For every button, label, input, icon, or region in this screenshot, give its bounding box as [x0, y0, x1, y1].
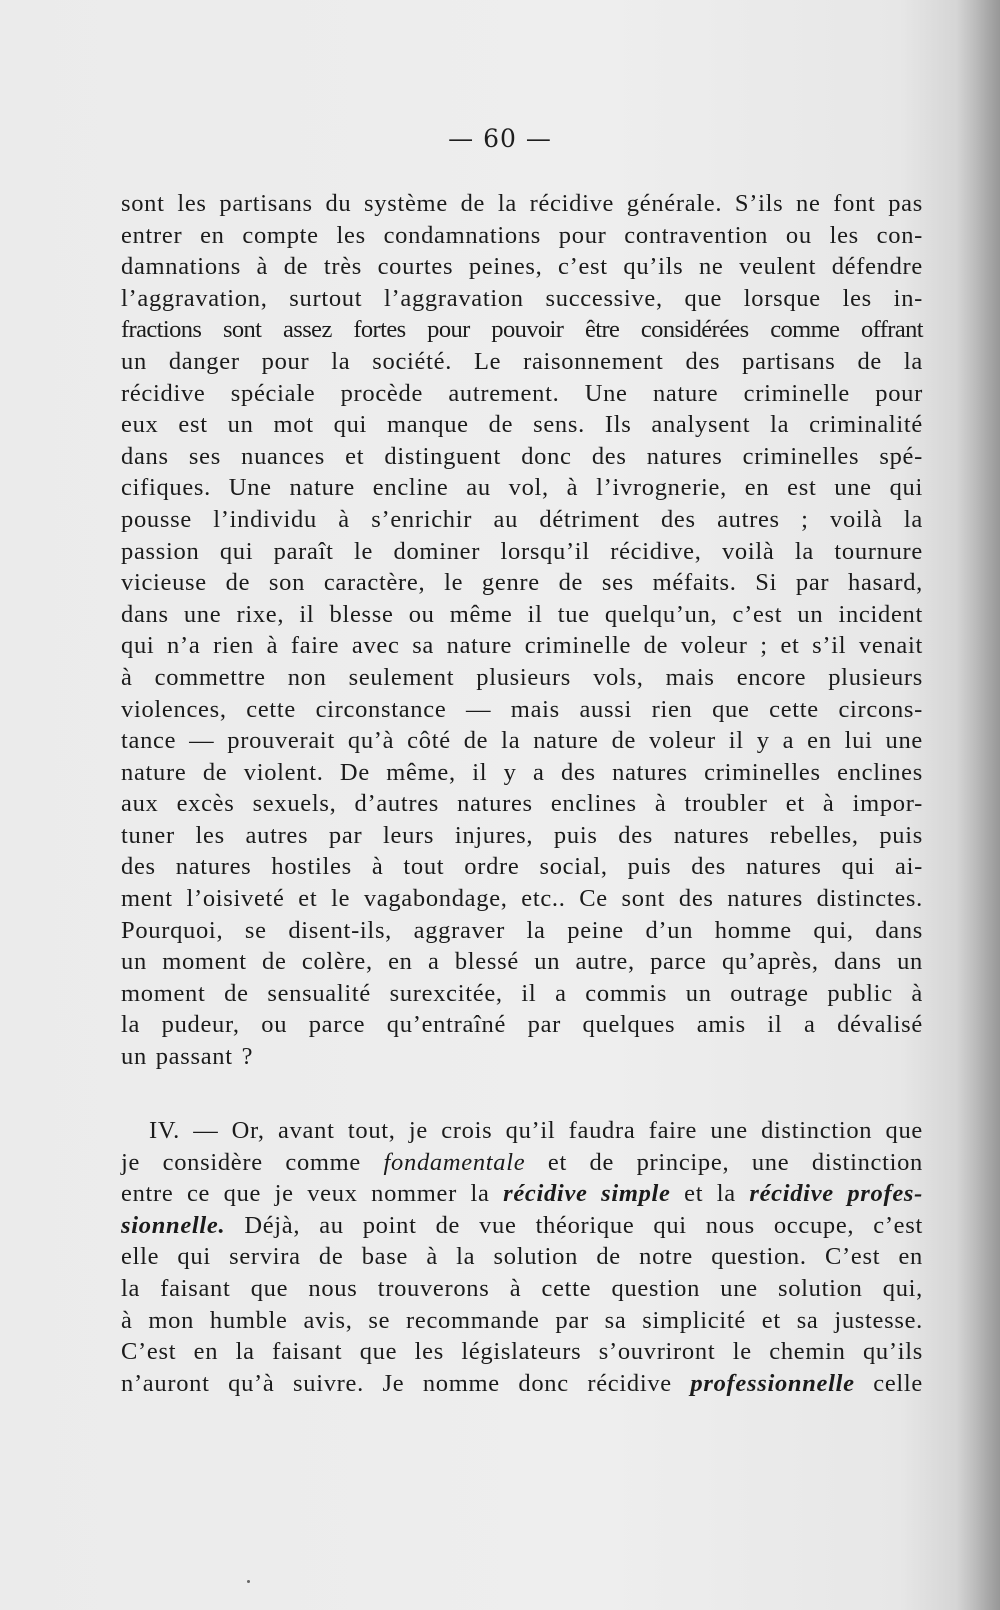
text-line: C’est en la faisant que les législateurs s’ouvriront le chemin qu’ils [121, 1338, 923, 1366]
text-line: Pourquoi, se disent-ils, aggraver la peine d’un homme qui, dans [121, 916, 923, 944]
text-line: entrer en compte les condamnations pour contravention ou les con- [121, 221, 923, 249]
text-line: la pudeur, ou parce qu’entraîné par quelques amis il a dévalisé [121, 1011, 923, 1039]
text-line: un passant ? [121, 1043, 254, 1071]
italic-term: récidive profes- [749, 1180, 924, 1208]
text-segment: celle [854, 1369, 924, 1397]
page-gutter-shadow [956, 0, 1000, 1610]
text-line: eux est un mot qui manque de sens. Ils analysent la criminalité [121, 411, 923, 439]
text-line: à mon humble avis, se recommande par sa simplicité et sa justesse. [121, 1306, 923, 1334]
text-line: sont les partisans du système de la récidive générale. S’ils ne font pas [121, 190, 923, 217]
text-line: aux excès sexuels, d’autres natures enclines à troubler et à impor- [121, 790, 923, 818]
text-line: dans une rixe, il blesse ou même il tue quelqu’un, c’est un incident [121, 600, 923, 628]
text-line: un danger pour la société. Le raisonnement des partisans de la [121, 347, 923, 375]
text-line [121, 1210, 923, 1242]
text-line: dans ses nuances et distinguent donc des natures criminelles spé- [121, 442, 923, 470]
text-segment: je considère comme [121, 1148, 384, 1176]
text-line: tuner les autres par leurs injures, puis des natures rebelles, puis [121, 821, 923, 849]
text-line: nature de violent. De même, il y a des natures criminelles enclines [121, 758, 923, 786]
text-line: ment l’oisiveté et le vagabondage, etc.. Ce sont des natures distinctes. [121, 885, 923, 913]
text-segment: n’auront qu’à suivre. Je nomme donc récidive [121, 1369, 691, 1397]
text-line: récidive spéciale procède autrement. Une nature criminelle pour [121, 379, 923, 407]
text-line: des natures hostiles à tout ordre social, puis des natures qui ai- [121, 853, 923, 881]
text-line: fractions sont assez fortes pour pouvoir être considérées comme offrant [121, 316, 923, 344]
text-line [121, 1147, 923, 1179]
text-line: qui n’a rien à faire avec sa nature criminelle de voleur ; et s’il venait [121, 632, 923, 660]
text-segment: et la [670, 1180, 750, 1208]
ink-speck [247, 1580, 250, 1583]
text-line: la faisant que nous trouverons à cette question une solution qui, [121, 1274, 923, 1302]
text-line: l’aggravation, surtout l’aggravation successive, que lorsque les in- [121, 284, 923, 312]
text-line: moment de sensualité surexcitée, il a commis un outrage public à [121, 979, 923, 1007]
paragraph-2 [121, 1115, 923, 1399]
text-line: violences, cette circonstance — mais aussi rien que cette circons- [121, 695, 923, 723]
italic-term: professionnelle [690, 1369, 855, 1397]
text-line: elle qui servira de base à la solution de notre question. C’est en [121, 1243, 923, 1271]
text-segment: Déjà, au point de vue théorique qui nous occupe, c’est [225, 1211, 923, 1239]
page-number: — 60 — [448, 124, 552, 153]
italic-term: fondamentale [383, 1148, 526, 1176]
text-line: vicieuse de son caractère, le genre de ses méfaits. Si par hasard, [121, 569, 923, 597]
text-segment: et de principe, une distinction [525, 1148, 924, 1176]
paragraph-1 [121, 188, 923, 1073]
text-line: IV. — Or, avant tout, je crois qu’il faudra faire une distinction que [149, 1117, 923, 1144]
italic-term: sionnelle. [121, 1211, 226, 1239]
text-line: cifiques. Une nature encline au vol, à l’ivrognerie, en est une qui [121, 474, 923, 502]
text-line: passion qui paraît le dominer lorsqu’il récidive, voilà la tournure [121, 537, 923, 565]
text-line [121, 1368, 923, 1400]
text-line: à commettre non seulement plusieurs vols, mais encore plusieurs [121, 663, 923, 691]
text-line: damnations à de très courtes peines, c’est qu’ils ne veulent défendre [121, 253, 923, 281]
text-line: tance — prouverait qu’à côté de la nature de voleur il y a en lui une [121, 727, 923, 755]
text-line: un moment de colère, en a blessé un autre, parce qu’après, dans un [121, 948, 923, 976]
italic-term: récidive simple [503, 1180, 671, 1208]
text-segment: entre ce que je veux nommer la [121, 1180, 504, 1208]
text-line: pousse l’individu à s’enrichir au détriment des autres ; voilà la [121, 505, 923, 533]
text-line [121, 1178, 923, 1210]
